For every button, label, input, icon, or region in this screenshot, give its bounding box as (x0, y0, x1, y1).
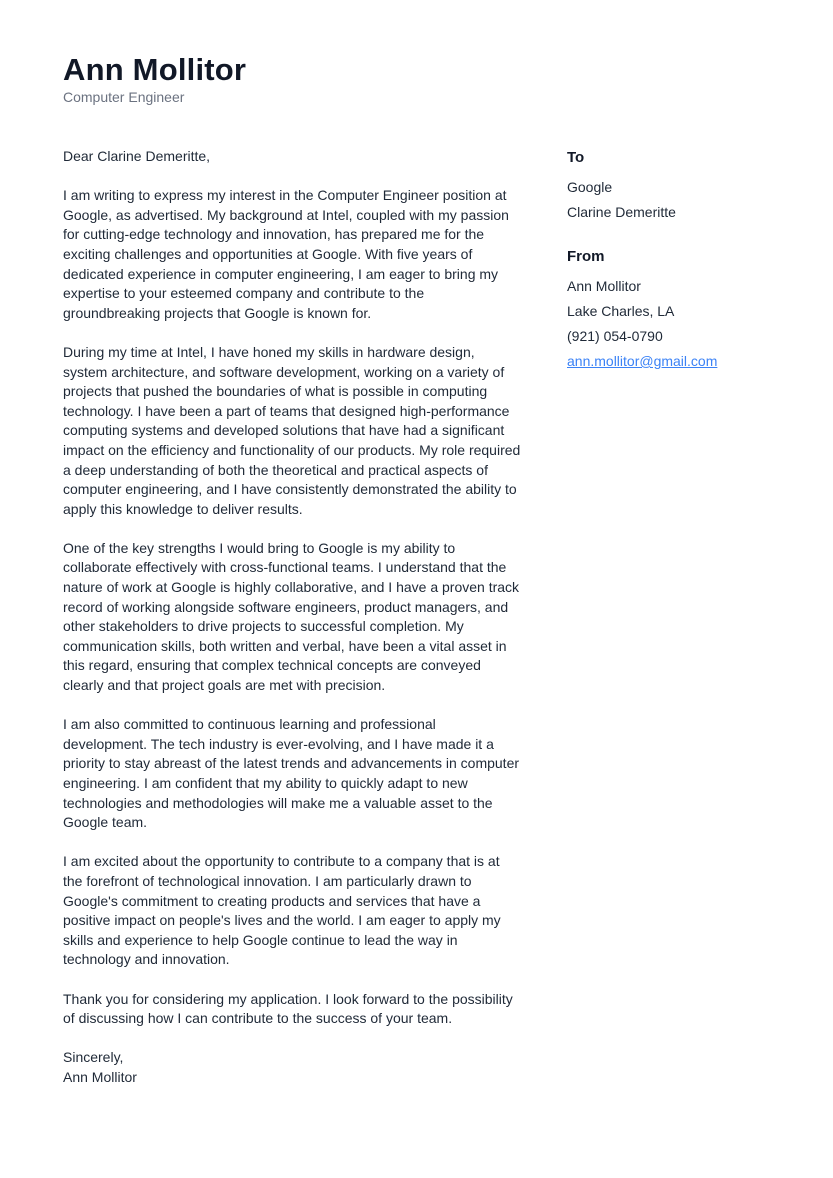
letter-paragraph-6: Thank you for considering my application. I look forward to the possibility of discussing how I can contribute to the success of your team. (63, 990, 513, 1027)
applicant-name: Ann Mollitor (63, 52, 247, 87)
recipient-name: Clarine Demeritte (567, 204, 676, 220)
sidebar (567, 147, 797, 374)
letter-paragraph-2: During my time at Intel, I have honed my skills in hardware design, system architecture, and software development, working on a variety of projects that pushed the boundaries of what is possible in computing technology. I have been a part of teams that designed high-performance computing systems and developed solutions that have had a significant impact on the efficiency and functionality of our products. My role required a deep understanding of both the theoretical and practical aspects of computer engineering, and I have consistently demonstrated the ability to apply this knowledge to deliver results. (63, 343, 521, 517)
recipient-section (567, 147, 797, 225)
job-title: Computer Engineer (63, 89, 185, 105)
letter-paragraph-5: I am excited about the opportunity to contribute to a company that is at the forefront of technological innovation. I am particularly drawn to Google's commitment to creating products and services that have a positive impact on people's lives and the world. I am eager to apply my skills and experience to help Google continue to lead the way in technology and innovation. (63, 853, 501, 968)
recipient-company: Google (567, 179, 613, 195)
letter-paragraph-3: One of the key strengths I would bring to Google is my ability to collaborate effectively with cross-functional teams. I understand that the nature of work at Google is highly collaborative, and I have a proven track record of working alongside software engineers, product managers, and other stakeholders to drive projects to successful completion. My communication skills, both written and verbal, have been a vital asset in this regard, ensuring that complex technical concepts are conveyed clearly and that project goals are met with precision. (63, 539, 520, 694)
letter-paragraph-1: I am writing to express my interest in the Computer Engineer position at Google, as advertised. My background at Intel, coupled with my passion for cutting-edge technology and innovation, has prepared me for the exciting challenges and opportunities at Google. With five years of dedicated experience in computer engineering, I am eager to bring my expertise to your esteemed company and contribute to the groundbreaking projects that Google is known for. (63, 187, 509, 321)
sender-section (567, 246, 797, 374)
salutation: Dear Clarine Demeritte, (63, 148, 211, 164)
sender-phone: (921) 054-0790 (567, 328, 663, 344)
sender-name: Ann Mollitor (567, 278, 641, 294)
sender-email-link[interactable]: ann.mollitor@gmail.com (567, 353, 718, 369)
sender-location: Lake Charles, LA (567, 303, 675, 319)
from-heading: From (567, 248, 605, 265)
closing: Sincerely, (63, 1049, 124, 1066)
to-heading: To (567, 149, 585, 166)
header (63, 52, 246, 106)
letter-paragraph-4: I am also committed to continuous learning and professional development. The tech industry is ever-evolving, and I have made it a priority to stay abreast of the latest trends and advancements in computer engineering. I am confident that my ability to quickly adapt to new technologies and methodologies will make me a valuable asset to the Google team. (63, 716, 520, 831)
letter-body (63, 147, 521, 1088)
signature: Ann Mollitor (63, 1068, 137, 1085)
